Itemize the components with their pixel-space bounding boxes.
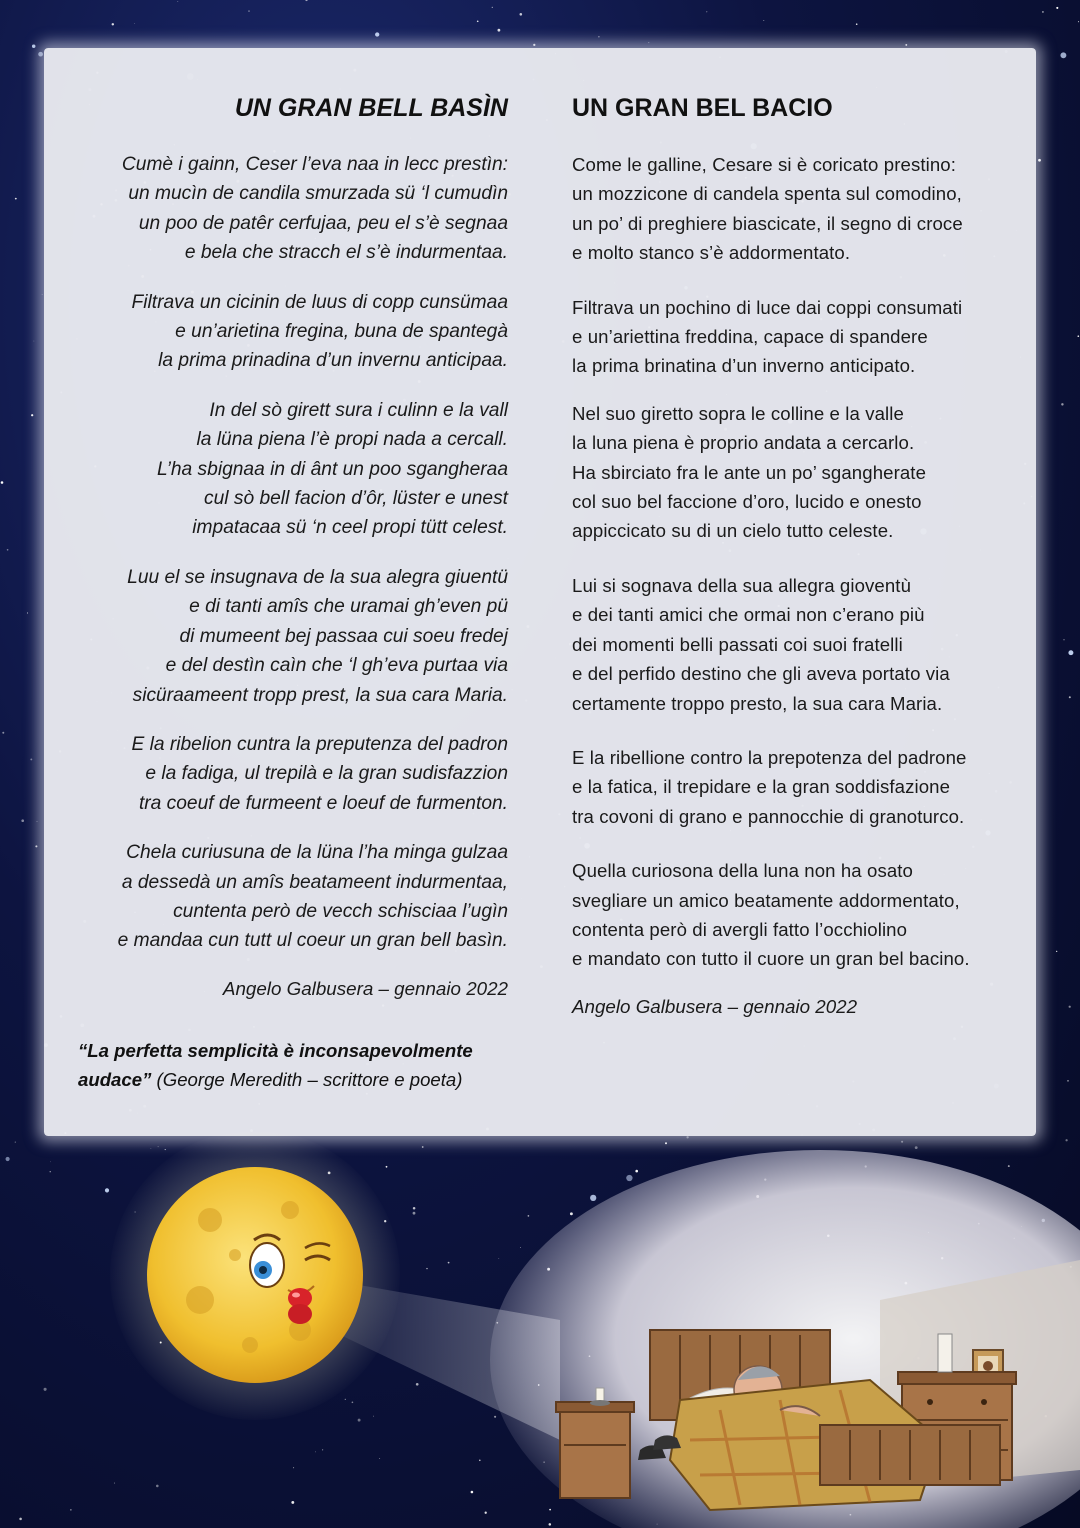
star	[422, 1146, 424, 1148]
bedroom-illustration	[540, 1240, 1080, 1528]
poem-line: tra covoni di grano e pannocchie di granoturco.	[572, 805, 965, 827]
stanza	[60, 150, 508, 268]
star	[448, 1262, 450, 1264]
star	[1038, 159, 1041, 162]
poem-line: svegliare un amico beatamente addormentato,	[572, 889, 960, 911]
poem-line: la luna piena è proprio andata a cercarlo.	[572, 432, 915, 454]
star	[856, 23, 858, 25]
star	[1042, 11, 1044, 13]
star	[37, 821, 38, 822]
star	[177, 1, 178, 2]
poem-line: Ha sbirciato fra le ante un po’ sgangherate	[572, 461, 927, 483]
poem-line: Filtrava un cicinin de luus di copp cunsümaa	[131, 291, 508, 313]
star	[358, 1419, 361, 1422]
star	[520, 1247, 521, 1248]
star	[827, 1235, 830, 1238]
star	[1021, 1226, 1022, 1227]
stanza	[572, 399, 1012, 546]
poem-line: e molto stanco s’è addormentato.	[572, 242, 851, 264]
star	[1042, 1219, 1045, 1222]
poem-line: Come le galline, Cesare si è coricato prestino:	[572, 154, 956, 175]
star	[756, 1195, 759, 1198]
nightstand	[560, 1408, 630, 1498]
star	[32, 45, 35, 48]
poem-line: e mandato con tutto il cuore un gran bel bacino.	[572, 948, 970, 970]
poem-line: L’ha sbignaa in di ânt un poo sgangheraa	[157, 458, 508, 480]
meredith-quote	[78, 1036, 518, 1094]
star	[1061, 403, 1063, 405]
star	[151, 1148, 152, 1149]
poem-line: e mandaa cun tutt ul coeur un gran bell basìn.	[117, 930, 508, 952]
star	[1078, 21, 1079, 22]
star	[291, 1501, 294, 1504]
star	[7, 549, 9, 551]
poem-line: e un’arietina fregina, buna de spantegà	[175, 321, 508, 343]
poem-line: e la fatica, il trepidare e la gran soddisfazione	[572, 776, 951, 798]
star	[6, 1157, 10, 1161]
poem-line: E la ribelion cuntra la preputenza del padron	[131, 733, 508, 755]
star	[1056, 7, 1058, 9]
star	[665, 1142, 667, 1144]
poem-line: Nel suo giretto sopra le colline e la valle	[572, 402, 904, 424]
italian-signature: Angelo Galbusera – gennaio 2022	[572, 995, 858, 1017]
star	[373, 1416, 374, 1417]
star	[1065, 1139, 1067, 1141]
star	[19, 1518, 22, 1521]
dialect-poem-title: UN GRAN BELL BASÌN	[234, 94, 508, 122]
stanza	[60, 838, 508, 956]
star	[492, 7, 493, 8]
poem-line: un mucìn de candila smurzada sü ‘l cumudìn	[128, 183, 508, 205]
star	[413, 1207, 416, 1210]
poem-line: Cumè i gainn, Ceser l’eva naa in lecc prestìn:	[121, 154, 508, 175]
star	[905, 44, 907, 46]
star	[21, 819, 24, 822]
star	[901, 1141, 903, 1143]
star	[485, 1512, 487, 1514]
star	[1014, 1238, 1015, 1239]
star	[928, 1232, 929, 1233]
star	[2, 732, 4, 734]
star	[293, 1467, 294, 1468]
star	[763, 20, 764, 21]
poem-line: e un’ariettina freddina, capace di spandere	[572, 326, 928, 348]
poem-line: contenta però di avergli fatto l’occhiolino	[572, 918, 908, 940]
poem-line: la lüna piena l’è propi nada a cercall.	[196, 429, 508, 451]
star	[416, 1383, 419, 1386]
star	[112, 23, 114, 25]
star	[165, 1149, 166, 1150]
poem-line: un po’ di preghiere biascicate, il segno di croce	[572, 212, 963, 234]
poem-line: a dessedà un amîs beatameent indurmentaa,	[121, 871, 508, 893]
star	[15, 198, 17, 200]
poem-line: cul sò bell facion d’ôr, lüster e unest	[204, 488, 508, 510]
poem-line: Quella curiosona della luna non ha osato	[572, 860, 913, 882]
star	[533, 44, 535, 46]
poem-line: Chela curiusuna de la lüna l’ha minga gulzaa	[126, 842, 508, 864]
poem-line: dei momenti belli passati coi suoi fratelli	[572, 633, 903, 655]
star	[50, 1161, 51, 1162]
star	[156, 1485, 159, 1488]
poem-line: Lui si sognava della sua allegra gioventù	[572, 574, 912, 596]
poem-line: col suo bel faccione d’oro, lucido e onesto	[572, 491, 922, 513]
stanza	[572, 293, 1012, 381]
quote-attribution: (George Meredith – scrittore e poeta)	[151, 1069, 463, 1090]
poem-line: e bela che stracch el s’è indurmentaa.	[184, 242, 508, 264]
star	[528, 1215, 530, 1217]
star	[134, 23, 135, 24]
star	[345, 1399, 346, 1400]
star	[35, 845, 37, 847]
star	[27, 613, 28, 614]
poem-line: Luu el se insugnava de la sua alegra giuentü	[127, 566, 508, 588]
star	[31, 414, 33, 416]
star	[70, 1509, 71, 1510]
star	[158, 1146, 159, 1147]
italian-stanzas	[572, 150, 1012, 974]
star	[386, 1166, 388, 1168]
star	[626, 1175, 632, 1181]
star	[570, 1212, 573, 1215]
star	[648, 42, 649, 43]
star	[1008, 1165, 1010, 1167]
star	[105, 1188, 109, 1192]
star	[764, 1178, 766, 1180]
poem-line: la prima prinadina d’un invernu anticipaa.	[158, 350, 508, 372]
dialect-poem-column	[60, 88, 508, 1000]
star	[635, 1170, 638, 1173]
star	[1, 481, 4, 484]
stanza	[60, 396, 508, 543]
dialect-stanzas	[60, 150, 508, 956]
stanza	[60, 563, 508, 710]
poem-line: e del perfido destino che gli aveva portato via	[572, 663, 950, 685]
stanza	[572, 743, 1012, 831]
star	[352, 1401, 354, 1403]
star	[494, 1416, 496, 1418]
star	[590, 1195, 596, 1201]
star	[1069, 1006, 1071, 1008]
star	[1056, 951, 1057, 952]
star	[978, 1223, 980, 1225]
italian-poem-title: UN GRAN BEL BACIO	[572, 94, 833, 122]
stanza	[572, 150, 1012, 268]
poem-line: E la ribellione contro la prepotenza del padrone	[572, 746, 967, 768]
poem-line: un poo de patêr cerfujaa, peu el s’è segnaa	[138, 212, 508, 234]
star	[1068, 650, 1073, 655]
star	[375, 32, 379, 36]
stanza	[572, 571, 1012, 718]
star	[426, 1268, 427, 1269]
star	[34, 341, 35, 342]
poem-line: cuntenta però de vecch schisciaa l’ugìn	[173, 900, 508, 922]
star	[1077, 335, 1079, 337]
poem-line: certamente troppo presto, la sua cara Maria.	[572, 692, 943, 714]
star	[1069, 696, 1071, 698]
star	[498, 1258, 499, 1259]
poem-line: Filtrava un pochino di luce dai coppi consumati	[572, 296, 963, 318]
star	[248, 11, 249, 12]
poem-line: un mozzicone di candela spenta sul comodino,	[572, 183, 962, 205]
poem-line: appiccicato su di un cielo tutto celeste.	[572, 520, 894, 542]
poem-line: e dei tanti amici che ormai non c’erano più	[572, 604, 925, 626]
star	[865, 1165, 867, 1167]
star	[471, 1491, 474, 1494]
star	[322, 1449, 323, 1450]
star	[1067, 1080, 1068, 1081]
star	[114, 1483, 115, 1484]
moon-face-illustration	[140, 1160, 370, 1390]
star	[479, 1460, 481, 1462]
star	[379, 1458, 380, 1459]
star	[315, 1451, 316, 1452]
poem-line: e del destìn caìn che ‘l gh’eva purtaa via	[165, 655, 508, 677]
italian-poem-column	[572, 88, 1012, 1018]
quote-text: “La perfetta semplicità è inconsapevolmente audace”	[78, 1040, 473, 1090]
star	[305, 0, 307, 1]
stanza	[60, 730, 508, 818]
stanza	[60, 288, 508, 376]
poem-line: la prima brinatina d’un inverno anticipato.	[572, 355, 916, 377]
poem-line: e di tanti amîs che uramai gh’even pü	[189, 596, 508, 618]
star	[413, 1212, 416, 1215]
star	[42, 294, 43, 295]
star	[38, 52, 43, 57]
star	[44, 1388, 47, 1391]
dialect-signature: Angelo Galbusera – gennaio 2022	[222, 977, 508, 999]
stanza	[572, 856, 1012, 974]
star	[686, 1136, 688, 1138]
star	[498, 29, 501, 32]
star	[598, 36, 599, 37]
poem-line: impatacaa sü ‘n ceel propi tütt celest.	[192, 517, 508, 539]
poem-line: sicüraameent tropp prest, la sua cara Maria.	[132, 684, 508, 706]
poem-line: di mumeent bej passaa cui soeu fredej	[179, 625, 508, 647]
poem-line: In del sò girett sura i culinn e la vall	[209, 399, 508, 421]
star	[1063, 639, 1064, 640]
star	[1060, 52, 1066, 58]
poem-line: tra coeuf de furmeent e loeuf de furmenton.	[138, 792, 508, 814]
star	[706, 11, 707, 12]
poem-line: e la fadiga, ul trepilà e la gran sudisfazzion	[145, 763, 508, 785]
star	[915, 1146, 918, 1149]
star	[30, 758, 32, 760]
star	[50, 1171, 51, 1172]
star	[520, 13, 523, 16]
star	[496, 1322, 498, 1324]
star	[477, 20, 479, 22]
star	[15, 1142, 16, 1143]
